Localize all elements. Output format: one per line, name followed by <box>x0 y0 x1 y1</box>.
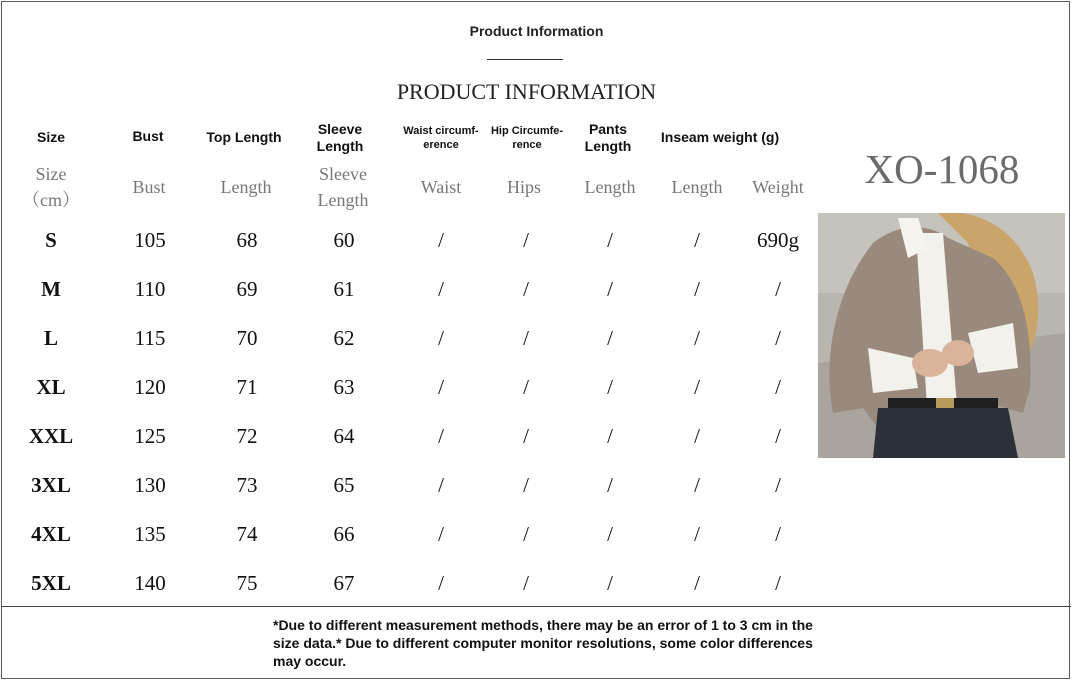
cell-inseam-length: / <box>694 375 700 399</box>
cell-sleeve-length: 65 <box>333 473 355 497</box>
subheader-size-line1: Size <box>35 164 67 184</box>
cell-top-length: 74 <box>236 522 258 546</box>
cell-inseam-length: / <box>694 228 700 252</box>
model-wearing-cardigan-photo <box>818 213 1065 458</box>
col-header-size: Size <box>36 129 66 145</box>
cell-inseam-length: / <box>694 277 700 301</box>
subheader-waist: Waist <box>420 177 462 197</box>
cell-size: 4XL <box>31 522 71 546</box>
subheader-bust: Bust <box>132 177 166 197</box>
cell-size: XXL <box>28 424 74 448</box>
cell-bust: 110 <box>134 277 166 301</box>
cell-hips: / <box>523 228 529 252</box>
cell-size: XL <box>36 375 66 399</box>
col-header-pants-length <box>585 121 632 155</box>
cell-top-length: 72 <box>236 424 258 448</box>
subheader-size <box>22 161 80 213</box>
subheader-sleeve-line2: Length <box>317 190 369 210</box>
cell-hips: / <box>523 571 529 595</box>
cell-pants-length: / <box>607 424 613 448</box>
col-header-sleeve-line1: Sleeve <box>317 121 363 137</box>
col-header-hip-line2: rence <box>512 139 542 151</box>
cell-inseam-length: / <box>694 473 700 497</box>
col-header-pants-line1: Pants <box>588 121 628 137</box>
cell-waist: / <box>438 277 444 301</box>
subheader-size-line2: （cm） <box>22 190 80 210</box>
cell-inseam-length: / <box>694 326 700 350</box>
cell-hips: / <box>523 424 529 448</box>
cell-inseam-length: / <box>694 424 700 448</box>
cell-sleeve-length: 67 <box>333 571 355 595</box>
cell-weight: / <box>775 277 781 301</box>
cell-top-length: 73 <box>236 473 258 497</box>
cell-sleeve-length: 60 <box>333 228 355 252</box>
cell-weight: / <box>775 522 781 546</box>
subheader-sleeve-length <box>318 161 369 213</box>
title-underline <box>487 59 563 60</box>
subheader-sleeve-line1: Sleeve <box>319 164 367 184</box>
col-header-bust: Bust <box>132 128 164 144</box>
cell-top-length: 68 <box>236 228 258 252</box>
col-header-sleeve-line2: Length <box>316 138 364 154</box>
cell-waist: / <box>438 424 444 448</box>
cell-weight: / <box>775 326 781 350</box>
cell-size: S <box>45 228 57 252</box>
subheader-weight: Weight <box>752 177 804 197</box>
cell-pants-length: / <box>607 375 613 399</box>
cell-pants-length: / <box>607 473 613 497</box>
col-header-waist-line1: Waist circumf- <box>403 125 479 137</box>
cell-waist: / <box>438 228 444 252</box>
cell-pants-length: / <box>607 522 613 546</box>
cell-waist: / <box>438 326 444 350</box>
cell-hips: / <box>523 326 529 350</box>
col-header-hip <box>491 124 563 152</box>
subheader-hips: Hips <box>506 177 542 197</box>
cell-top-length: 75 <box>236 571 258 595</box>
cell-bust: 135 <box>134 522 166 546</box>
cell-sleeve-length: 66 <box>333 522 355 546</box>
cell-inseam-length: / <box>694 571 700 595</box>
cell-size: L <box>43 326 59 350</box>
cell-sleeve-length: 62 <box>333 326 355 350</box>
cell-bust: 125 <box>134 424 166 448</box>
subheader-top-length: Length <box>220 177 272 197</box>
cell-size: 5XL <box>31 571 71 595</box>
cell-weight: / <box>775 571 781 595</box>
cell-weight: / <box>775 424 781 448</box>
cell-sleeve-length: 61 <box>333 277 355 301</box>
cell-bust: 120 <box>134 375 166 399</box>
cell-hips: / <box>523 522 529 546</box>
col-header-waist-line2: erence <box>423 139 459 151</box>
cell-bust: 115 <box>134 326 166 350</box>
col-header-sleeve-length <box>317 121 364 155</box>
cell-bust: 105 <box>134 228 166 252</box>
product-photo <box>818 213 1065 458</box>
cell-pants-length: / <box>607 571 613 595</box>
cell-sleeve-length: 63 <box>333 375 355 399</box>
cell-weight: / <box>775 375 781 399</box>
cell-weight: 690g <box>757 228 799 252</box>
cell-inseam-length: / <box>694 522 700 546</box>
page-title: Product Information <box>469 23 604 39</box>
cell-hips: / <box>523 473 529 497</box>
col-header-waist <box>403 124 478 152</box>
cell-waist: / <box>438 522 444 546</box>
cell-pants-length: / <box>607 326 613 350</box>
cell-waist: / <box>438 473 444 497</box>
cell-bust: 140 <box>134 571 166 595</box>
product-code: XO-1068 <box>864 146 1020 192</box>
cell-hips: / <box>523 277 529 301</box>
cell-top-length: 69 <box>236 277 258 301</box>
table-title: PRODUCT INFORMATION <box>396 79 657 104</box>
cell-top-length: 70 <box>236 326 258 350</box>
cell-size: M <box>41 277 61 301</box>
col-header-top-length: Top Length <box>206 129 282 145</box>
col-header-pants-line2: Length <box>584 138 632 154</box>
cell-size: 3XL <box>31 473 71 497</box>
cell-waist: / <box>438 375 444 399</box>
cell-pants-length: / <box>607 277 613 301</box>
cell-weight: / <box>775 473 781 497</box>
cell-pants-length: / <box>607 228 613 252</box>
cell-bust: 130 <box>134 473 166 497</box>
subheader-pants-length: Length <box>584 177 636 197</box>
cell-hips: / <box>523 375 529 399</box>
cell-sleeve-length: 64 <box>333 424 355 448</box>
col-header-inseam-weight: Inseam weight (g) <box>660 129 780 145</box>
cell-top-length: 71 <box>236 375 258 399</box>
footer-disclaimer: *Due to different measurement methods, there may be an error of 1 to 3 cm in the size data.* Due to different computer monitor resolutions, some color differences may occur. <box>273 617 813 669</box>
footer-divider <box>1 606 1071 607</box>
cell-waist: / <box>438 571 444 595</box>
subheader-inseam-length: Length <box>671 177 723 197</box>
col-header-hip-line1: Hip Circumfe- <box>490 125 564 137</box>
